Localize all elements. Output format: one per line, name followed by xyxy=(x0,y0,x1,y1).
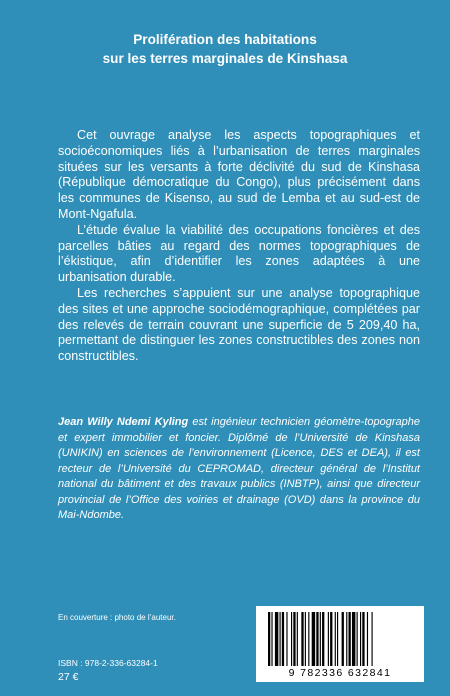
barcode xyxy=(256,606,424,682)
summary-paragraph-2: L’étude évalue la viabilité des occupations foncières et des parcelles bâties au regard des normes topographiques de l’ékistique, afin d’identifier les zones adaptées à une urbanisation durable. xyxy=(58,222,420,285)
barcode-bar xyxy=(286,612,287,666)
summary-paragraph-3: Les recherches s’appuient sur une analyse topographique des sites et une approche sociodémographique, complétées par des relevés de terrain couvrant une superficie de 5 209,40 ha, permettant de distinguer les zones constructibles des zones non constructibles. xyxy=(58,285,420,364)
barcode-bar xyxy=(293,612,295,666)
barcode-bar xyxy=(349,612,351,666)
barcode-bar xyxy=(372,612,373,666)
summary xyxy=(58,128,420,365)
barcode-bar xyxy=(280,612,281,666)
price: 27 € xyxy=(58,671,79,683)
barcode-bar xyxy=(367,612,368,666)
author-name: Jean Willy Ndemi Kyling xyxy=(58,416,189,428)
barcode-bar xyxy=(352,612,355,666)
barcode-bar xyxy=(360,612,361,666)
barcode-bars xyxy=(268,612,412,666)
barcode-bar xyxy=(328,612,329,666)
isbn: ISBN : 978-2-336-63284-1 xyxy=(58,658,158,668)
barcode-bar xyxy=(282,612,284,666)
barcode-bar xyxy=(330,612,332,666)
barcode-bar xyxy=(308,612,309,666)
barcode-bar xyxy=(305,612,306,666)
barcode-bar xyxy=(271,612,272,666)
barcode-bar xyxy=(275,612,278,666)
barcode-bar xyxy=(342,612,344,666)
author-description: est ingénieur technicien géomètre-topographe et expert immobilier et foncier. Diplômé de l’Université de Kinshasa (UNIKIN) en sciences de l’environnement (Licence, DES et DEA), il est recteur de l’Université du CEPROMAD, directeur général de l’Institut national du bâtiment et des travaux publics (INBTP), ainsi que directeur provincial de l’Office des voiries et drainage (OVD) dans la province du Mai-Ndombe. xyxy=(58,416,420,521)
barcode-bar xyxy=(357,612,358,666)
barcode-bar xyxy=(301,612,303,666)
barcode-bar xyxy=(316,612,318,666)
summary-paragraph-1: Cet ouvrage analyse les aspects topographiques et socioéconomiques liés à l’urbanisation de terres marginales situées sur les versants à forte déclivité du sud de Kinshasa (République démocratique du Congo), plus précisément dans les communes de Kisenso, au sud de Lemba et au sud-est de Mont-Ngafula. xyxy=(58,128,420,221)
barcode-bar xyxy=(337,612,338,666)
title-line-1: Prolifération des habitations xyxy=(133,32,317,47)
barcode-bar xyxy=(346,612,347,666)
cover-credit: En couverture : photo de l’auteur. xyxy=(58,613,176,622)
barcode-bar xyxy=(291,612,292,666)
barcode-bar xyxy=(322,612,324,666)
barcode-bar xyxy=(312,612,315,666)
barcode-bar xyxy=(335,612,336,666)
barcode-bar xyxy=(268,612,270,666)
book-title xyxy=(0,30,450,68)
barcode-digits: 9 782336 632841 xyxy=(288,667,392,679)
title-line-2: sur les terres marginales de Kinshasa xyxy=(102,51,348,66)
barcode-bar xyxy=(320,612,321,666)
barcode-bar xyxy=(362,612,364,666)
author-bio xyxy=(58,415,420,524)
barcode-bar xyxy=(297,612,298,666)
